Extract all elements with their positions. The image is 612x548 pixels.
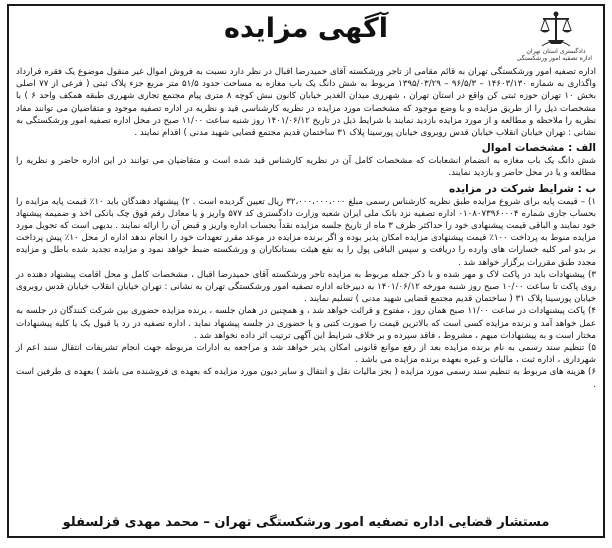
- signature-line: مستشار قضایی اداره تصفیه امور ورشکستگی تهران – محمد مهدی قزلسفلو: [62, 515, 550, 530]
- condition-item: ۶) هزینه های مربوط به تنظیم سند رسمی مورد مزایده ( بجز مالیات نقل و انتقال و سایر دیون مورد مزایده که بعهده ی فروشنده می باشد ) بعهده ی طرفین است .: [16, 367, 596, 390]
- section-b-heading: ب : شرایط شرکت در مزایده: [448, 182, 596, 195]
- condition-item: ۱) – قیمت پایه برای شروع مزایده طبق نظریه کارشناس رسمی مبلغ ۳۲،۰۰۰،۰۰۰،۰۰۰ ریال تعیین گردیده است . ۲) پیشنهاد دهندگان باید ۱۰٪ قیمت پایه مزایده را بحساب جاری شماره ۰۱۰۸۰۷۳۹۶۰۰۰۴ اداره تصفیه نزد بانک ملی ایران شعبه وزارت دادگستری کد ۵۷۷ واریز و یا معادل رقم فوق چک بانکی اخذ و ضمیمه پیشنهاد خود نمایند و الباقی قیمت پیشنهادی خود را حداکثر ظرف ۳ ماه از تاریخ جلسه مزایده نقداً بحساب اداره واریز و قبض آن را ارائه نمایند . بدیهی است که تحویل مورد مزایده منوط به پرداخت ۱۰۰٪ قیمت پیشنهادی مزایده امکان پذیر بوده و اگر برنده مزایده در موعد مقرر تعهدات خود را انجام ندهد اداره از محل ۱۰٪ پیش پرداخت بر بدو امر کلیه خسارات های وارده را دریافت و سپس الباقی پول را به نفع هیئت بستانکاران و ورشکسته ضبط خواهد نمود و مزایده تجدید شده باطل و مزایده مجدد طبق مقررات برگزار خواهد شد .: [16, 196, 597, 268]
- notice-title: آگهی مزایده: [224, 13, 388, 44]
- notice-header: [16, 10, 596, 66]
- condition-item: ۵) تنظیم سند رسمی به نام برنده مزایده بعد از رفع موانع قانونی امکان پذیر خواهد شد و مراجعه به ادارات مربوطه جهت انجام تشریفات انتقال سند اعم از شهرداری ، اداره ثبت ، مالیات و غیره بعهده برنده مزایده می باشد .: [16, 343, 596, 366]
- condition-item: ۴) پاکت پیشنهادات در ساعت ۱۱/۰۰ صبح همان روز ، مفتوح و قرائت خواهد شد ، و همچنین در همان جلسه ، برنده مزایده حضوری بین شرکت کنندگان در جلسه به عمل خواهد آمد و برنده مزایده کسی است که بالاترین قیمت را صورت کتبی و یا حضوری در جلسه پیشنهاد نماید . اداره تصفیه در رد یا قبول یک یا کلیه پیشنهادات مختار است و به پیشنهادات مبهم ، مشروط ، فاقد سپرده و بر خلاف شرایط این آگهی ترتیب اثر داده نخواهد شد .: [16, 306, 597, 341]
- section-a-text: شش دانگ یک باب مغازه به انضمام انشعابات که مشخصات کامل آن در نظریه کارشناس قید شده است و متقاضیان می توانند در این اداره حاضر و نظریه را مطالعه و یا در محل حاضر و بازدید نمایند.: [16, 156, 596, 179]
- auction-notice: [7, 4, 605, 538]
- intro-paragraph: اداره تصفیه امور ورشکستگی تهران به قائم مقامی از تاجر ورشکسته آقای حمیدرضا اقبال در نظر دارد نسبت به فروش اموال غیر منقول موضوع یک فقره قرارداد واگذاری به شماره ۱۴۶۰۳/۱۳۰ – ۹۶/۵/۳ – ۱۳۹۵/۰۳/۲۹ مربوط به شش دانگ یک باب مغازه به مساحت حدود ۵۱/۵ متر مربع جزء پلاک ثبتی ( فرعی از ۷۷ اصلی بخش ۱۰ تهران حوزه ثبتی کن واقع در استان تهران ، شهرری میدان الغدیر خیابان کانون نبش کوچه ۸ متری پیام مجتمع تجاری شهرری طبقه همکف واحد ۶ ) با مشخصات ذیل را از طریق مزایده و با وضع موجود که مشخصات مورد مزایده در نظریه کارشناسی قید و نظریه در اداره تصفیه موجود و متقاضیان می توانند مفاد نظریه را ملاحظه و مطالعه و از مورد مزایده بازدید نمایند با شرایط ذیل در تاریخ ۱۴۰۱/۰۶/۱۲ روز شنبه ساعت ۱۱/۰۰ صبح در محل اداره تصفیه امور ورشکستگی به نشانی : تهران خیابان انقلاب خیابان قدس روبروی خیابان پورسینا پلاک ۳۱ ساختمان قدیم مجتمع قضایی شهید مدنی ) اقدام نمایند .: [16, 67, 597, 139]
- condition-item: ۳) پیشنهادات باید در پاکت لاک و مهر شده و با ذکر جمله مربوط به مزایده تاجر ورشکسته آقای حمیدرضا اقبال ، مشخصات کامل و محل اقامت پیشنهاد دهنده در روی پاکت تا ساعت ۱۰/۰۰ صبح روز شنبه مورخه ۱۴۰۱/۰۶/۱۲ به دبیرخانه اداره تصفیه امور ورشکستگی تهران به نشانی : تهران خیابان انقلاب خیابان قدس روبروی خیابان پورسینا پلاک ۳۱ ( ساختمان قدیم مجتمع قضایی شهید مدنی ) تسلیم نمایند .: [16, 269, 597, 305]
- section-a-heading: الف : مشخصات اموال: [481, 142, 596, 155]
- emblem-line-1: دادگستری استان تهران: [526, 48, 586, 55]
- emblem-line-2: اداره تصفیه امور ورشکستگی: [516, 55, 592, 62]
